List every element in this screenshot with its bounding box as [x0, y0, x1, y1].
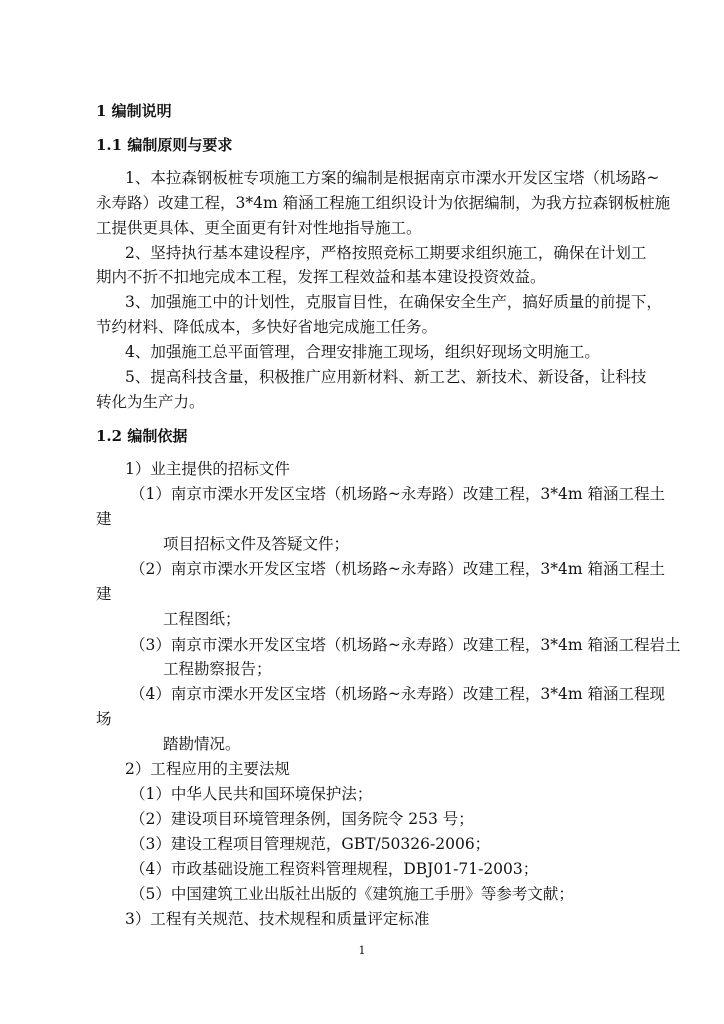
subsection-1-title: 1）业主提供的招标文件 — [125, 460, 290, 478]
list-item-2-3: （3）建设工程项目管理规范，GBT/50326-2006； — [130, 835, 491, 853]
list-item-1-2-line-3: 工程图纸； — [163, 610, 241, 628]
paragraph-4: 4、加强施工总平面管理，合理安排施工现场，组织好现场文明施工。 — [125, 343, 600, 361]
section-heading-1: 1 编制说明 — [96, 102, 172, 120]
list-item-2-1: （1）中华人民共和国环境保护法； — [130, 785, 373, 803]
paragraph-1-line-2: 永寿路）改建工程，3*4m 箱涵工程施工组织设计为依据编制，为我方拉森钢板桩施 — [96, 194, 671, 212]
list-item-1-3-line-1: （3）南京市溧水开发区宝塔（机场路~永寿路）改建工程，3*4m 箱涵工程岩土 — [130, 636, 681, 654]
list-item-1-4-line-1: （4）南京市溧水开发区宝塔（机场路~永寿路）改建工程，3*4m 箱涵工程现 — [130, 685, 665, 703]
list-item-1-3-line-2: 工程勘察报告； — [163, 660, 272, 678]
paragraph-1-line-1: 1、本拉森钢板桩专项施工方案的编制是根据南京市溧水开发区宝塔（机场路~ — [125, 169, 660, 187]
page-number: 1 — [358, 944, 366, 957]
subsection-2-title: 2）工程应用的主要法规 — [125, 760, 290, 778]
list-item-1-1-line-2: 建 — [96, 510, 112, 528]
list-item-1-1-line-3: 项目招标文件及答疑文件； — [163, 535, 350, 553]
section-heading-1-1: 1.1 编制原则与要求 — [96, 136, 233, 154]
paragraph-3-line-1: 3、加强施工中的计划性，克服盲目性，在确保安全生产，搞好质量的前提下， — [125, 293, 662, 311]
paragraph-2-line-1: 2、坚持执行基本建设程序，严格按照竞标工期要求组织施工，确保在计划工 — [125, 244, 647, 262]
subsection-3-title: 3）工程有关规范、技术规程和质量评定标准 — [125, 910, 430, 928]
paragraph-3-line-2: 节约材料、降低成本，多快好省地完成施工任务。 — [96, 318, 438, 336]
paragraph-2-line-2: 期内不折不扣地完成本工程，发挥工程效益和基本建设投资效益。 — [96, 268, 546, 286]
list-item-1-4-line-3: 踏勘情况。 — [163, 735, 241, 753]
list-item-1-2-line-2: 建 — [96, 585, 112, 603]
list-item-1-1-line-1: （1）南京市溧水开发区宝塔（机场路~永寿路）改建工程，3*4m 箱涵工程土 — [130, 485, 665, 503]
paragraph-5-line-1: 5、提高科技含量，积极推广应用新材料、新工艺、新技术、新设备，让科技 — [125, 368, 647, 386]
list-item-1-4-line-2: 场 — [96, 710, 112, 728]
paragraph-5-line-2: 转化为生产力。 — [96, 393, 205, 411]
list-item-2-5: （5）中国建筑工业出版社出版的《建筑施工手册》等参考文献； — [130, 885, 574, 903]
list-item-1-2-line-1: （2）南京市溧水开发区宝塔（机场路~永寿路）改建工程，3*4m 箱涵工程土 — [130, 560, 665, 578]
list-item-2-2: （2）建设项目环境管理条例，国务院令 253 号； — [130, 810, 474, 828]
paragraph-1-line-3: 工提供更具体、更全面更有针对性地指导施工。 — [96, 219, 422, 237]
list-item-2-4: （4）市政基础设施工程资料管理规程，DBJ01-71-2003； — [130, 860, 539, 878]
section-heading-1-2: 1.2 编制依据 — [96, 427, 188, 445]
